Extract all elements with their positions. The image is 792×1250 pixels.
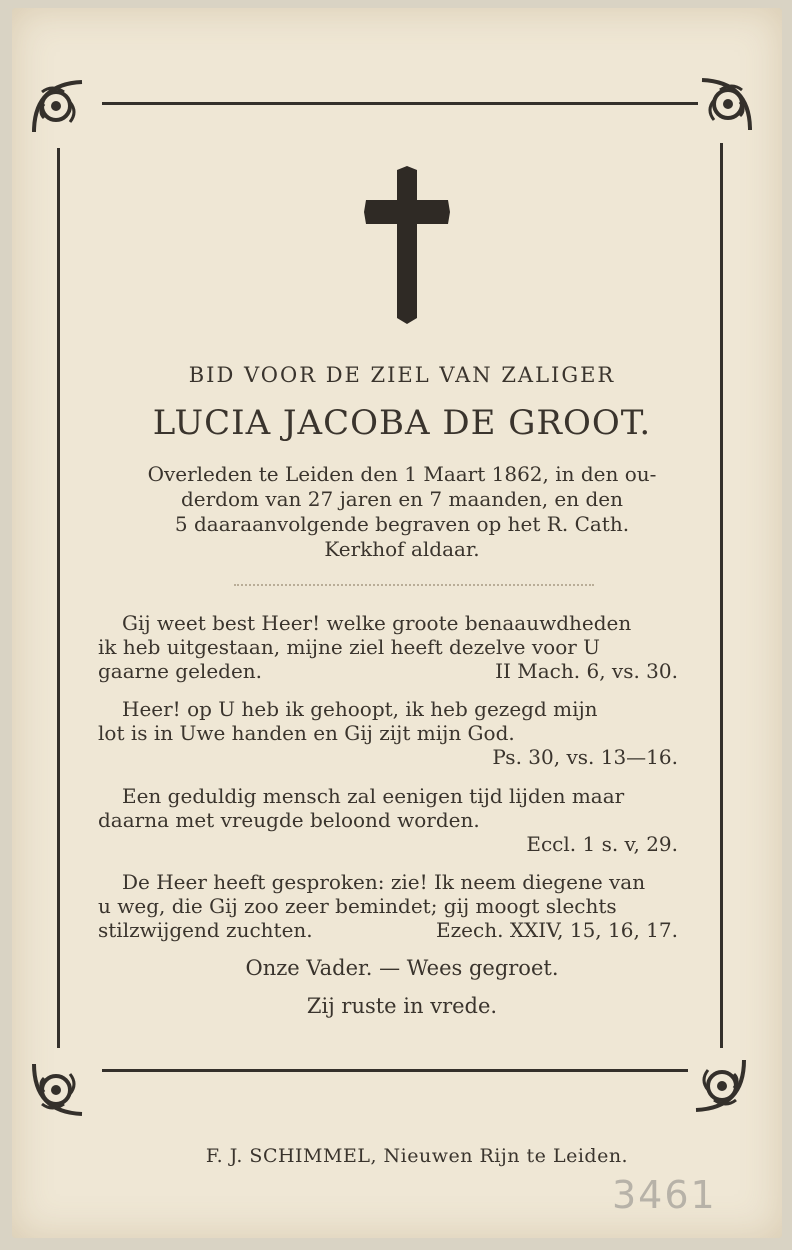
- death-notice: [92, 462, 712, 562]
- ornament-bottom-left-icon: [24, 1054, 94, 1124]
- ornament-bottom-right-icon: [684, 1050, 754, 1120]
- printer-imprint: F. J. SCHIMMEL, Nieuwen Rijn te Leiden.: [205, 1145, 629, 1167]
- verse-line: Een geduldig mensch zal eenigen tijd lijden maar: [122, 784, 625, 808]
- verse-line: stilzwijgend zuchten.: [98, 918, 313, 942]
- closing-prayers: Onze Vader. — Wees gegroet.: [245, 956, 559, 980]
- memorial-card: [12, 8, 782, 1238]
- ornament-top-left-icon: [24, 72, 94, 142]
- deceased-name: LUCIA JACOBA DE GROOT.: [152, 403, 652, 443]
- frame-top-line: [102, 102, 698, 105]
- frame-bottom-line: [102, 1069, 688, 1072]
- latin-cross-icon: [364, 166, 450, 324]
- verse-3: [98, 784, 704, 856]
- verse-line: Heer! op U heb ik gehoopt, ik heb gezegd mijn: [122, 697, 598, 721]
- verse-line: De Heer heeft gesproken: zie! Ik neem diegene van: [122, 870, 646, 894]
- frame-right-line: [720, 143, 723, 1048]
- verse-reference: Eccl. 1 s. v, 29.: [526, 832, 678, 856]
- verse-line: lot is in Uwe handen en Gij zijt mijn God.: [98, 721, 515, 745]
- verse-reference: II Mach. 6, vs. 30.: [495, 659, 678, 683]
- prayer-heading: BID VOOR DE ZIEL VAN ZALIGER: [188, 363, 616, 387]
- verse-line: u weg, die Gij zoo zeer bemindet; gij moogt slechts: [98, 894, 617, 918]
- verse-line: Gij weet best Heer! welke groote benaauwdheden: [122, 611, 632, 635]
- death-notice-line: 5 daaraanvolgende begraven op het R. Cath.: [174, 512, 630, 536]
- rest-in-peace: Zij ruste in vrede.: [306, 994, 498, 1018]
- verse-1: [98, 611, 704, 683]
- dotted-separator: [234, 584, 594, 586]
- verse-reference: Ps. 30, vs. 13—16.: [492, 745, 678, 769]
- inventory-number: 3461: [612, 1173, 717, 1217]
- verse-reference: Ezech. XXIV, 15, 16, 17.: [436, 918, 678, 942]
- ornament-top-right-icon: [690, 70, 760, 140]
- death-notice-line: derdom van 27 jaren en 7 maanden, en den: [180, 487, 624, 511]
- verse-4: [98, 870, 704, 942]
- verse-line: daarna met vreugde beloond worden.: [98, 808, 480, 832]
- death-notice-line: Kerkhof aldaar.: [324, 537, 480, 561]
- death-notice-line: Overleden te Leiden den 1 Maart 1862, in den ou-: [147, 462, 657, 486]
- verse-line: ik heb uitgestaan, mijne ziel heeft dezelve voor U: [98, 635, 601, 659]
- verse-line: gaarne geleden.: [98, 659, 263, 683]
- verse-2: [98, 697, 704, 769]
- frame-left-line: [57, 148, 60, 1048]
